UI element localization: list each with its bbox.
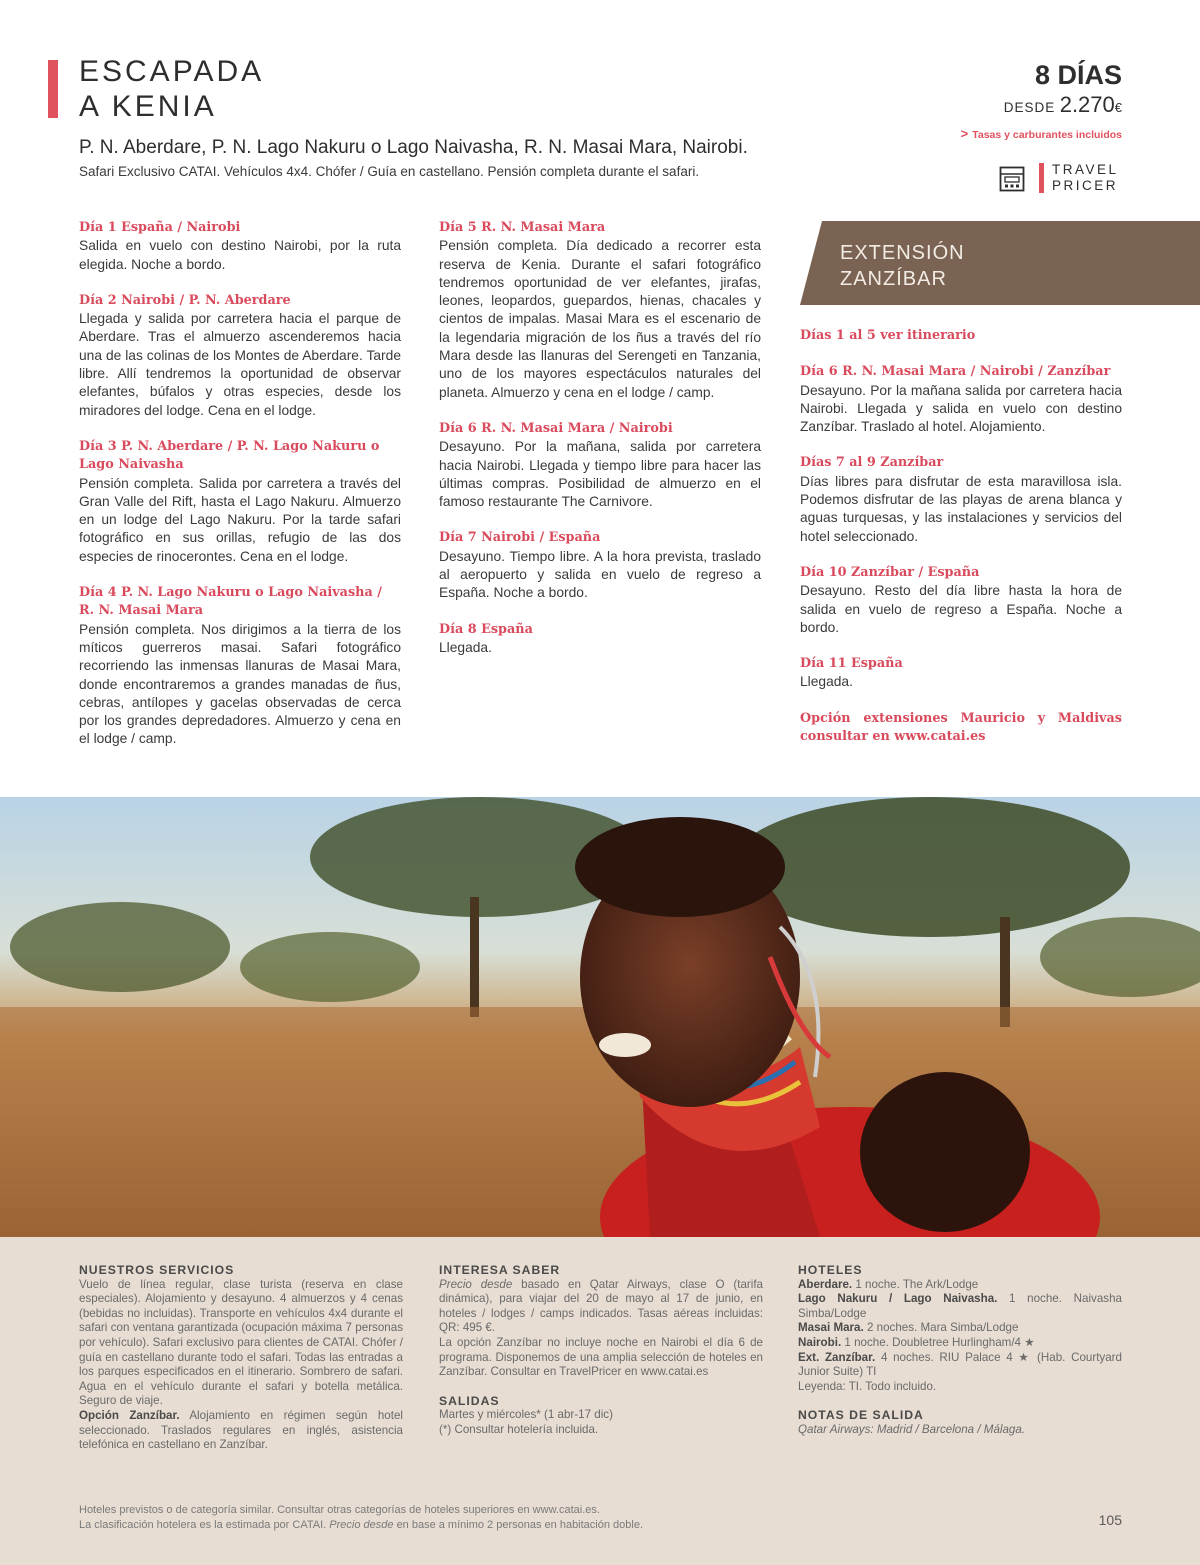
services-text: Vuelo de línea regular, clase turista (reserva en clase especiales). Alojamiento y desayuno. 4 almuerzos y 4 cenas (bebidas no incluidas). Transporte en vehículos 4x4 durante el safari con ventana garantizada (ocupación máxima 7 personas por vehículo). Safari exclusivo para clientes de CATAI. Chófer / guía en castellano durante todo el safari. Todas las entradas a los parques especificados en el itinerario. Sombrero de safari. Agua en el vehículo durante el safari y botella metálica. Seguro de viaje. bbox=[79, 1277, 403, 1408]
day-text: Desayuno. Por la mañana salida por carretera hacia Nairobi. Llegada y salida en vuelo con destino Zanzíbar. Traslado al hotel. Alojamiento. bbox=[800, 382, 1122, 435]
itinerary-day bbox=[79, 219, 401, 274]
extension-day bbox=[800, 655, 1122, 692]
airline-name: Qatar Airways: bbox=[798, 1422, 874, 1436]
extension-title-line-2: ZANZÍBAR bbox=[840, 268, 947, 290]
tagline: Safari Exclusivo CATAI. Vehículos 4x4. Chófer / Guía en castellano. Pensión completa durante el safari. bbox=[79, 164, 700, 179]
page-title bbox=[79, 54, 264, 124]
services-heading: NUESTROS SERVICIOS bbox=[79, 1263, 235, 1277]
extension-day bbox=[800, 454, 1122, 545]
day-text: Desayuno. Resto del día libre hasta la hora de salida en vuelo de regreso a España. Noche a bordo. bbox=[800, 583, 1122, 635]
day-text: Llegada y salida por carretera hacia el parque de Aberdare. Tras el almuerzo ascenderemos hacia una de las colinas de los Montes de Aberdare. Tarde libre. Allí tendremos la oportunidad de observar elefantes, búfalos y otras especies, desde los miradores del lodge. Cena en el lodge. bbox=[79, 311, 401, 418]
zanzibar-option bbox=[79, 1409, 403, 1453]
hotel-name: Ext. Zanzíbar. bbox=[798, 1350, 876, 1364]
masai-woman-photo bbox=[0, 797, 1200, 1237]
day-title: Día 10 Zanzíbar / España bbox=[800, 564, 980, 580]
price-currency: € bbox=[1114, 100, 1122, 115]
itinerary-column-2 bbox=[439, 219, 761, 675]
day-title: Día 6 R. N. Masai Mara / Nairobi bbox=[439, 420, 673, 436]
itinerary-day bbox=[79, 438, 401, 566]
itinerary-day bbox=[439, 621, 761, 658]
day-title: Día 8 España bbox=[439, 621, 533, 637]
day-title: Día 1 España / Nairobi bbox=[79, 220, 241, 235]
hotel-item bbox=[798, 1292, 1122, 1321]
info-price-text: basado en Qatar Airways, clase O (tarifa dinámica), para viajar del 20 de mayo al 17 de junio, en hoteles / lodges / camps indicados. Tasas aéreas incluidas: QR: 495 €. bbox=[439, 1277, 763, 1335]
day-title: Días 7 al 9 Zanzíbar bbox=[800, 455, 944, 471]
day-text: Pensión completa. Salida por carretera a través del Gran Valle del Rift, hasta el Lago Nakuru. Almuerzo en un lodge del Lago Nakuru. Por la tarde safari fotográfico en sus orillas, refugio de las dos especies de rinocerontes. Cena en el lodge. bbox=[79, 475, 401, 564]
day-text: Pensión completa. Nos dirigimos a la tierra de los míticos guerreros masai. Safari fotográfico recorriendo las inmensas llanuras de Masai Mara, donde encontraremos a grandes manadas de ñus, cebras, antílopes y gacelas observadas de cerca por los grandes depredadores. Almuerzo y cena en el lodge / camp. bbox=[79, 621, 401, 747]
itinerary-day bbox=[79, 584, 401, 749]
day-title: Día 2 Nairobi / P. N. Aberdare bbox=[79, 292, 291, 308]
hotel-name: Nairobi. bbox=[798, 1335, 842, 1349]
title-line-1: ESCAPADA bbox=[79, 55, 265, 88]
hotels-column bbox=[798, 1263, 1122, 1438]
footnote-1: Hoteles previstos o de categoría similar. Consultar otras categorías de hoteles superiores en www.catai.es. bbox=[79, 1504, 600, 1516]
taxes-note bbox=[961, 126, 1122, 141]
extension-title-line-1: EXTENSIÓN bbox=[840, 242, 965, 264]
travel-pricer-bar bbox=[1039, 163, 1044, 193]
itinerary-column-1 bbox=[79, 219, 401, 767]
footnotes bbox=[79, 1503, 643, 1533]
extension-option[interactable] bbox=[800, 710, 1122, 747]
departures-line-1: Martes y miércoles* (1 abr-17 dic) bbox=[439, 1408, 613, 1422]
day-text: Desayuno. Por la mañana, salida por carretera hacia Nairobi. Llegada y tiempo libre para hacer las últimas compras. Posibilidad de almuerzo en el famoso restaurante The Carnivore. bbox=[439, 439, 761, 510]
extension-option-link[interactable]: Opción extensiones Mauricio y Maldivas consultar en www.catai.es bbox=[800, 710, 1122, 745]
chevron-right-icon: > bbox=[960, 126, 969, 141]
zanzibar-option-label: Opción Zanzíbar. bbox=[79, 1408, 180, 1422]
hotel-item bbox=[798, 1351, 1122, 1380]
hotel-legend: Leyenda: TI. Todo incluido. bbox=[798, 1379, 937, 1393]
info-column bbox=[439, 1263, 763, 1438]
footnote-2 bbox=[79, 1518, 643, 1533]
hotels-heading: HOTELES bbox=[798, 1263, 863, 1277]
trip-duration: 8 DÍAS bbox=[1034, 60, 1122, 90]
hotel-name: Masai Mara. bbox=[798, 1321, 864, 1335]
day-title: Día 3 P. N. Aberdare / P. N. Lago Nakuru o Lago Naivasha bbox=[79, 438, 380, 473]
departure-cities: Madrid / Barcelona / Málaga. bbox=[876, 1422, 1026, 1436]
info-heading: INTERESA SABER bbox=[439, 1263, 561, 1277]
footnote-2b: en base a mínimo 2 personas en habitación doble. bbox=[396, 1519, 644, 1531]
extension-intro bbox=[800, 327, 1122, 345]
zanzibar-option-text: Alojamiento en régimen según hotel seleccionado. Traslados regulares en inglés, asistencia telefónica en castellano en Zanzíbar. bbox=[79, 1408, 403, 1452]
extension-intro-text: Días 1 al 5 ver itinerario bbox=[800, 328, 976, 343]
footnote-2a: La clasificación hotelera es la estimada por CATAI. bbox=[79, 1519, 327, 1531]
day-text: Salida en vuelo con destino Nairobi, por la ruta elegida. Noche a bordo. bbox=[79, 238, 401, 272]
extension-title bbox=[840, 240, 965, 292]
title-line-2: A KENIA bbox=[79, 90, 217, 123]
travel-pricer-line-2: PRICER bbox=[1052, 178, 1119, 193]
price-amount: 2.270 bbox=[1059, 92, 1115, 117]
taxes-text: Tasas y carburantes incluidos bbox=[972, 129, 1122, 141]
day-text: Desayuno. Tiempo libre. A la hora prevista, traslado al aeropuerto y salida en vuelo de regreso a España. Noche a bordo. bbox=[439, 548, 761, 601]
day-text: Pensión completa. Día dedicado a recorrer esta reserva de Kenia. Durante el safari fotográfico tendremos oportunidad de ver elefantes, jirafas, leones, leopardos, guepardos, hienas, chacales y cientos de impalas. Masai Mara es el escenario de la legendaria migración de los ñus a través del río Mara desde las llanuras del Serengeti en Tanzania, uno de los mayores espectáculos naturales del planeta. Almuerzo y cena en el lodge / camp. bbox=[439, 238, 761, 400]
hotel-detail: 1 noche. Doubletree Hurlingham/4 ★ bbox=[844, 1335, 1035, 1349]
day-text: Llegada. bbox=[800, 674, 853, 690]
calculator-icon bbox=[999, 166, 1025, 192]
services-column bbox=[79, 1263, 403, 1453]
itinerary-day bbox=[439, 529, 761, 602]
price-block bbox=[1004, 92, 1122, 118]
departures-line-2: (*) Consultar hotelería incluida. bbox=[439, 1422, 599, 1436]
extension-column bbox=[800, 327, 1122, 764]
hotel-item bbox=[798, 1278, 1122, 1293]
day-text: Días libres para disfrutar de esta maravillosa isla. Podemos disfrutar de las playas de arena blanca y aguas turquesas, y las instalaciones y servicios del hotel seleccionado. bbox=[800, 473, 1122, 544]
travel-pricer-logo[interactable] bbox=[1052, 162, 1119, 194]
itinerary-day bbox=[439, 420, 761, 511]
day-title: Día 4 P. N. Lago Nakuru o Lago Naivasha / R. N. Masai Mara bbox=[79, 585, 382, 619]
hotel-detail: 1 noche. Naivasha Simba/Lodge bbox=[798, 1292, 1122, 1320]
title-accent-bar bbox=[48, 60, 58, 118]
info-price-label: Precio desde bbox=[439, 1277, 513, 1291]
departures-heading: SALIDAS bbox=[439, 1393, 500, 1408]
day-title: Día 5 R. N. Masai Mara bbox=[439, 220, 606, 235]
extension-day bbox=[800, 564, 1122, 637]
day-title: Día 6 R. N. Masai Mara / Nairobi / Zanzíbar bbox=[800, 364, 1111, 380]
hotel-item bbox=[798, 1336, 1122, 1351]
hotel-detail: 1 noche. The Ark/Lodge bbox=[855, 1277, 979, 1291]
hotel-item bbox=[798, 1321, 1122, 1336]
hotel-name: Lago Nakuru / Lago Naivasha. bbox=[798, 1292, 998, 1306]
hotel-name: Aberdare. bbox=[798, 1277, 853, 1291]
hero-photo bbox=[0, 797, 1200, 1237]
departure-notes bbox=[798, 1423, 1122, 1438]
day-text: Llegada. bbox=[439, 639, 492, 655]
hotel-detail: 2 noches. Mara Simba/Lodge bbox=[866, 1321, 1019, 1335]
travel-pricer-line-1: TRAVEL bbox=[1052, 162, 1119, 177]
day-title: Día 11 España bbox=[800, 656, 903, 672]
departure-notes-heading: NOTAS DE SALIDA bbox=[798, 1408, 924, 1423]
page-number: 105 bbox=[1098, 1512, 1122, 1528]
extension-day bbox=[800, 363, 1122, 436]
footnote-2-italic: Precio desde bbox=[329, 1519, 394, 1531]
hotel-detail: 4 noches. RIU Palace 4 ★ (Hab. Courtyard Junior Suite) TI bbox=[798, 1350, 1122, 1379]
info-text-1 bbox=[439, 1278, 763, 1336]
price-from-label: DESDE bbox=[1003, 100, 1056, 115]
route-subtitle: P. N. Aberdare, P. N. Lago Nakuru o Lago Naivasha, R. N. Masai Mara, Nairobi. bbox=[79, 137, 748, 158]
itinerary-day bbox=[79, 292, 401, 420]
day-title: Día 7 Nairobi / España bbox=[439, 530, 601, 546]
info-text-2: La opción Zanzíbar no incluye noche en Nairobi el día 6 de programa. Disponemos de una amplia selección de hoteles en Zanzíbar. Consultar en TravelPricer en www.catai.es bbox=[439, 1335, 763, 1379]
itinerary-day bbox=[439, 219, 761, 402]
